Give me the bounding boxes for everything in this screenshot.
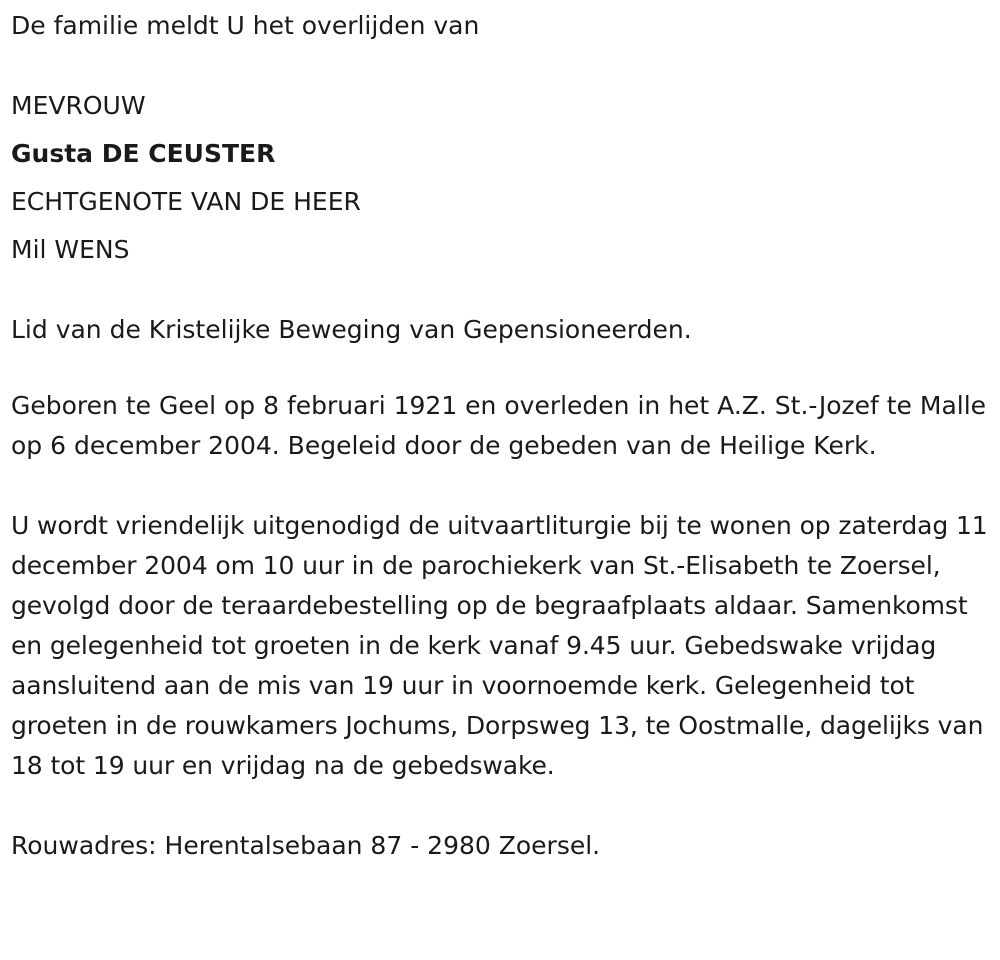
deceased-name: Gusta DE CEUSTER (11, 139, 276, 168)
spouse-name: Mil WENS (11, 235, 130, 264)
membership-text: Lid van de Kristelijke Beweging van Gepensioneerden. (11, 315, 692, 344)
relation-text: ECHTGENOTE VAN DE HEER (11, 187, 361, 216)
intro-text: De familie meldt U het overlijden van (11, 11, 480, 40)
honorific: MEVROUW (11, 91, 146, 120)
address-line: Rouwadres: Herentalsebaan 87 - 2980 Zoersel. (11, 831, 601, 860)
spacer (11, 50, 996, 82)
spacer (11, 354, 996, 386)
death-notice (11, 0, 996, 866)
spacer (11, 786, 996, 826)
spacer (11, 466, 996, 506)
funeral-paragraph: U wordt vriendelijk uitgenodigd de uitvaartliturgie bij te wonen op zaterdag 11 december 2004 om 10 uur in de parochiekerk van St.-Elisabeth te Zoersel, gevolgd door de teraardebestelling op de begraafplaats aldaar. Samenkomst en gelegenheid tot groeten in de kerk vanaf 9.45 uur. Gebedswake vrijdag aansluitend aan de mis van 19 uur in voornoemde kerk. Gelegenheid tot groeten in de rouwkamers Jochums, Dorpsweg 13, te Oostmalle, dagelijks van 18 tot 19 uur en vrijdag na de gebedswake. (11, 511, 988, 780)
spacer (11, 274, 996, 306)
birth-death-paragraph: Geboren te Geel op 8 februari 1921 en overleden in het A.Z. St.-Jozef te Malle op 6 december 2004. Begeleid door de gebeden van de Heilige Kerk. (11, 391, 987, 460)
